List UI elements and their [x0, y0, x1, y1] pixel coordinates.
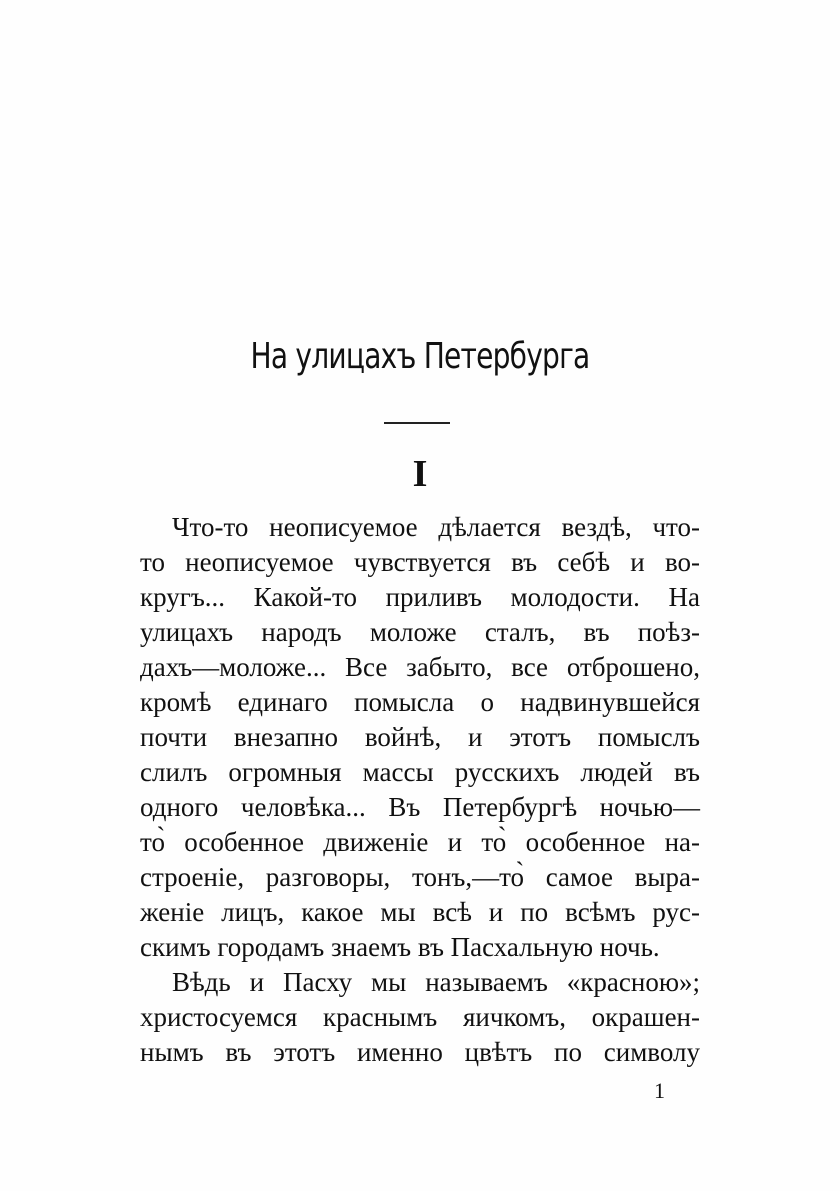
text-line: кругъ... Какой-то приливъ молодости. На	[140, 582, 700, 612]
text-line: то̀ особенное движенiе и то̀ особенное на-	[140, 827, 700, 857]
body-text	[140, 510, 700, 1070]
text-line: слилъ огромныя массы русскихъ людей въ	[140, 757, 700, 787]
text-line: Вѣдь и Пасху мы называемъ «красною»;	[172, 967, 700, 997]
text-line: кромѣ единаго помысла о надвинувшейся	[140, 687, 700, 717]
text-line: нымъ въ этотъ именно цвѣтъ по символу	[140, 1037, 700, 1067]
title-divider	[384, 422, 450, 424]
page-title: На улицахъ Петербурга	[250, 336, 590, 377]
text-line: скимъ городамъ знаемъ въ Пасхальную ночь.	[140, 932, 660, 962]
text-line: одного человѣка... Въ Петербургѣ ночью—	[140, 792, 700, 822]
text-line: женiе лицъ, какое мы всѣ и по всѣмъ рус-	[140, 897, 700, 927]
text-line: дахъ—моложе... Все забыто, все отброшено,	[140, 652, 700, 682]
chapter-number: I	[412, 453, 428, 495]
text-line: почти внезапно войнѣ, и этотъ помыслъ	[140, 722, 700, 752]
text-line: Что-то неописуемое дѣлается вездѣ, что-	[172, 512, 700, 542]
text-line: строенiе, разговоры, тонъ,—то̀ самое выра-	[140, 862, 700, 892]
text-line: христосуемся краснымъ яичкомъ, окрашен-	[140, 1002, 700, 1032]
text-line: улицахъ народъ моложе сталъ, въ поѣз-	[140, 617, 700, 647]
page-number: 1	[654, 1078, 665, 1103]
text-line: то неописуемое чувствуется въ себѣ и во-	[140, 547, 700, 577]
